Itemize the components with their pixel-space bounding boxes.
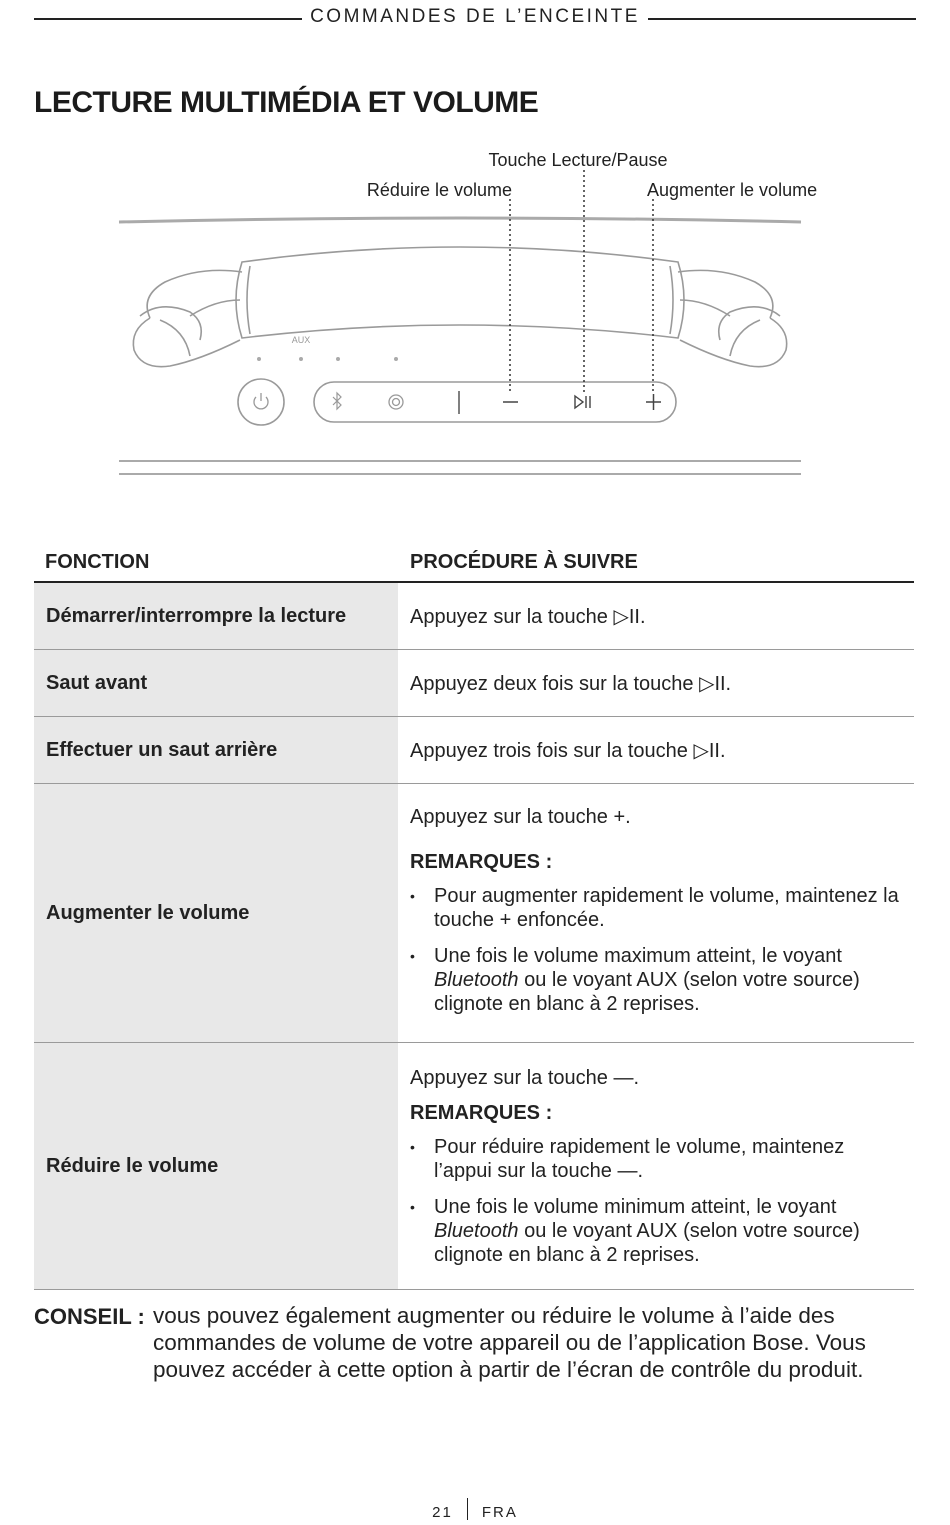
note-item: • Une fois le volume maximum atteint, le voyant Bluetooth ou le voyant AUX (selon votre source) clignote en blanc à 2 reprises. xyxy=(410,944,900,1016)
remarks-label: REMARQUES : xyxy=(410,1102,553,1124)
table-row xyxy=(34,784,914,1043)
note-item: • Pour augmenter rapidement le volume, maintenez la touche + enfoncée. xyxy=(410,884,900,932)
speaker-top-edge xyxy=(119,218,801,222)
table-row xyxy=(34,717,914,784)
page-footer xyxy=(0,1502,950,1524)
aux-label: AUX xyxy=(291,335,311,345)
indicator-dot xyxy=(394,357,398,361)
footer-separator xyxy=(467,1498,468,1520)
indicator-dot xyxy=(336,357,340,361)
procedure-cell xyxy=(398,784,914,1042)
procedure-cell: Appuyez deux fois sur la touche ▷II. xyxy=(410,672,732,695)
table-row xyxy=(34,650,914,717)
function-cell: Augmenter le volume xyxy=(34,784,398,1042)
function-cell: Effectuer un saut arrière xyxy=(34,717,398,783)
procedure-text: Appuyez sur la touche —. xyxy=(410,1067,640,1089)
remarks-label: REMARQUES : xyxy=(410,851,553,873)
note-item: • Une fois le volume minimum atteint, le voyant Bluetooth ou le voyant AUX (selon votre source) clignote en blanc à 2 reprises. xyxy=(410,1195,900,1267)
notes-list xyxy=(410,884,900,1016)
indicator-dot xyxy=(299,357,303,361)
table-header xyxy=(34,545,914,583)
note-item: • Pour réduire rapidement le volume, maintenez l’appui sur la touche —. xyxy=(410,1135,900,1183)
procedure-cell: Appuyez sur la touche ▷II. xyxy=(410,605,646,628)
procedure-text: Appuyez sur la touche +. xyxy=(410,806,631,828)
table-row xyxy=(34,1043,914,1290)
page-title: LECTURE MULTIMÉDIA ET VOLUME xyxy=(34,86,539,119)
notes-list xyxy=(410,1135,900,1267)
callout-play-pause: Touche Lecture/Pause xyxy=(488,150,668,170)
function-cell: Réduire le volume xyxy=(34,1043,398,1289)
control-bar xyxy=(314,382,676,422)
callout-volume-up: Augmenter le volume xyxy=(647,180,818,200)
tip-block xyxy=(34,1302,914,1383)
indicator-dot xyxy=(257,357,261,361)
procedure-cell xyxy=(398,1043,914,1289)
power-button[interactable] xyxy=(238,379,284,425)
speaker-diagram xyxy=(0,140,950,490)
callout-volume-down: Réduire le volume xyxy=(366,180,512,200)
section-title: COMMANDES DE L’ENCEINTE xyxy=(0,6,950,28)
header-function: FONCTION xyxy=(45,551,150,573)
tip-label: CONSEIL : xyxy=(34,1304,145,1329)
table-row xyxy=(34,583,914,650)
function-table xyxy=(34,545,914,1290)
function-cell: Saut avant xyxy=(34,650,398,716)
footer-language: FRA xyxy=(481,1503,518,1521)
function-cell: Démarrer/interrompre la lecture xyxy=(34,583,398,649)
header-procedure: PROCÉDURE À SUIVRE xyxy=(410,551,638,573)
tip-text: vous pouvez également augmenter ou réduire le volume à l’aide des commandes de volume de votre appareil ou de l’application Bose. Vous pouvez accéder à cette option à partir de l’écran de contrôle du produit. xyxy=(153,1303,866,1382)
speaker-handle xyxy=(133,247,786,367)
procedure-cell: Appuyez trois fois sur la touche ▷II. xyxy=(410,739,726,762)
page-number: 21 xyxy=(432,1503,453,1521)
